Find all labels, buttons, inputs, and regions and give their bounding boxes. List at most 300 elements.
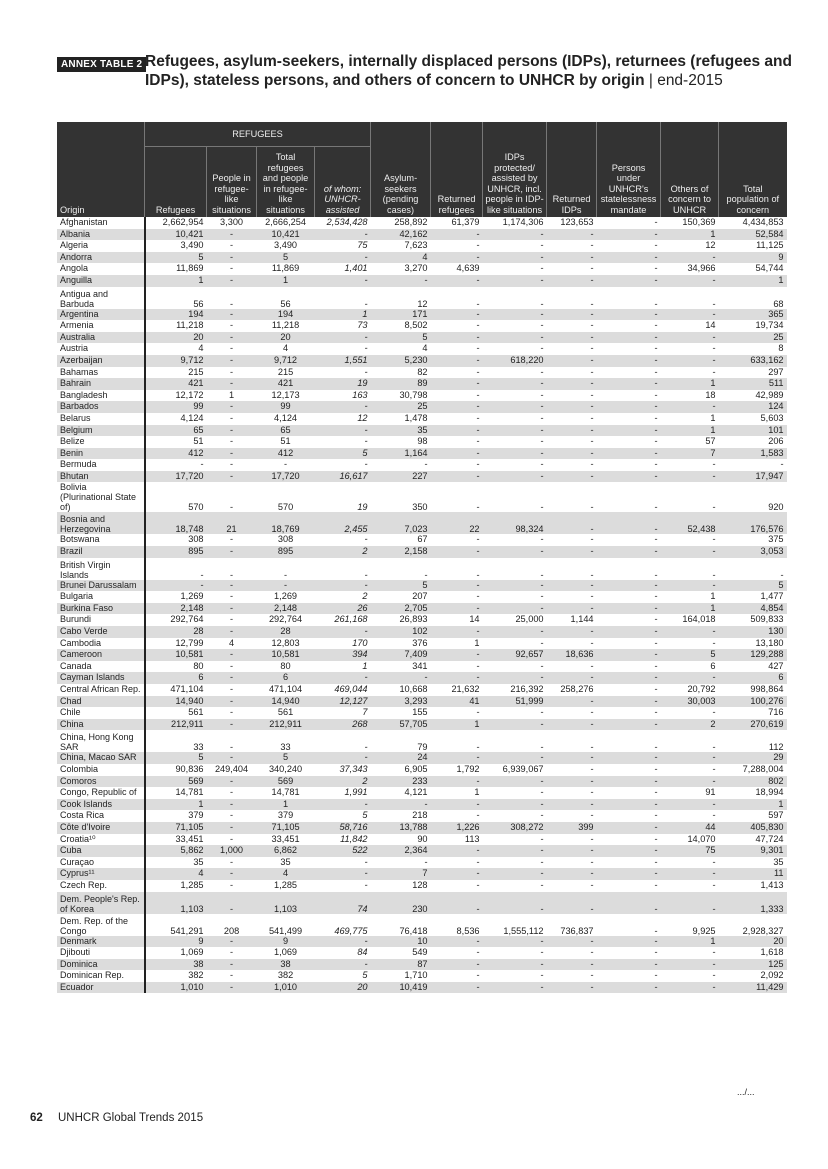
value-cell: - <box>431 936 483 948</box>
value-cell: 292,764 <box>268 614 303 625</box>
value-cell: - <box>540 436 544 447</box>
origin-cell: Chad <box>57 696 145 708</box>
value-cell: - <box>547 355 597 367</box>
value-cell: 51 <box>193 436 204 447</box>
value-cell: 1,401 <box>344 263 368 274</box>
origin-cell: China <box>57 719 145 731</box>
value-cell: 73 <box>357 320 368 331</box>
table-row <box>57 799 787 811</box>
value-cell: - <box>431 626 483 638</box>
value-cell: 25 <box>719 332 787 344</box>
value-cell: - <box>590 707 594 718</box>
value-cell: 7 <box>362 707 368 718</box>
value-cell: - <box>315 425 371 437</box>
value-cell: 18 <box>705 389 716 400</box>
value-cell: - <box>597 799 661 811</box>
value-cell: 1,103 <box>257 892 315 914</box>
value-cell: 12,172 <box>175 389 204 400</box>
col-refugees: Refugees <box>145 147 207 218</box>
value-cell: - <box>207 471 257 483</box>
value-cell: - <box>431 229 483 241</box>
value-cell: 14 <box>705 320 716 331</box>
value-cell: - <box>597 448 661 460</box>
value-cell: - <box>540 970 544 981</box>
value-cell: 28 <box>257 626 315 638</box>
value-cell: 99 <box>257 401 315 413</box>
value-cell: 41 <box>431 696 483 708</box>
value-cell: 8,536 <box>456 925 480 936</box>
value-cell: 1 <box>710 412 716 423</box>
value-cell: - <box>483 603 547 615</box>
value-cell: 61,379 <box>451 217 480 227</box>
value-cell: - <box>547 580 597 592</box>
value-cell: 56 <box>280 298 291 309</box>
value-cell: 42,162 <box>371 229 431 241</box>
value-cell: 76,418 <box>399 925 428 936</box>
value-cell: - <box>207 776 257 788</box>
value-cell: - <box>712 569 716 580</box>
value-cell: - <box>547 229 597 241</box>
value-cell: 379 <box>277 810 294 821</box>
value-cell: 308 <box>277 534 294 545</box>
value-cell: - <box>590 343 594 354</box>
table-row <box>57 287 787 309</box>
origin-cell: Afghanistan <box>57 217 145 229</box>
value-cell: - <box>476 240 480 251</box>
value-cell: 14,940 <box>145 696 207 708</box>
origin-cell: Canada <box>57 661 145 673</box>
value-cell: - <box>476 856 480 867</box>
value-cell: - <box>590 534 594 545</box>
value-cell: - <box>207 649 257 661</box>
value-cell: - <box>661 471 719 483</box>
value-cell: 35 <box>193 856 204 867</box>
value-cell: - <box>661 401 719 413</box>
value-cell: - <box>547 892 597 914</box>
value-cell: 51,999 <box>483 696 547 708</box>
value-cell: - <box>597 252 661 264</box>
value-cell: - <box>654 970 658 981</box>
origin-cell: Costa Rica <box>57 810 145 822</box>
table-row <box>57 229 787 241</box>
table-row <box>57 614 787 626</box>
value-cell: 215 <box>277 366 294 377</box>
value-cell: 6 <box>719 672 787 684</box>
value-cell: - <box>483 448 547 460</box>
value-cell: - <box>661 580 719 592</box>
value-cell: - <box>431 649 483 661</box>
value-cell: 4 <box>198 343 204 354</box>
value-cell: 895 <box>145 546 207 558</box>
value-cell: 18,769 <box>257 512 315 534</box>
value-cell: 1,333 <box>719 892 787 914</box>
value-cell: 4 <box>257 868 315 880</box>
value-cell: 618,220 <box>483 355 547 367</box>
origin-cell: Central African Rep. <box>57 684 145 696</box>
table-row <box>57 707 787 719</box>
table-row <box>57 696 787 708</box>
value-cell: 1 <box>145 275 207 287</box>
value-cell: - <box>476 742 480 753</box>
value-cell: - <box>590 436 594 447</box>
value-cell: - <box>230 534 234 545</box>
value-cell: 5 <box>719 580 787 592</box>
table-row <box>57 240 787 252</box>
value-cell: - <box>597 512 661 534</box>
value-cell: - <box>597 936 661 948</box>
table-row <box>57 982 787 994</box>
table-row <box>57 684 787 696</box>
value-cell: - <box>597 275 661 287</box>
value-cell: 4 <box>145 868 207 880</box>
value-cell: 11,869 <box>176 263 204 274</box>
origin-cell: Dominican Rep. <box>57 970 145 982</box>
col-origin: Origin <box>57 122 145 217</box>
value-cell: - <box>654 389 658 400</box>
value-cell: 68 <box>773 298 784 309</box>
value-cell: - <box>654 856 658 867</box>
value-cell: 469,775 <box>334 925 368 936</box>
value-cell: - <box>476 947 480 958</box>
value-cell: - <box>431 580 483 592</box>
col-idps: IDPs protected/ assisted by UNHCR, incl. people in IDP-like situations <box>483 122 547 217</box>
origin-cell: Barbados <box>57 401 145 413</box>
origin-cell: Dem. Rep. of the Congo <box>57 914 145 936</box>
origin-cell: Dem. People's Rep. of Korea <box>57 892 145 914</box>
value-cell: - <box>476 660 480 671</box>
continued-marker: .../... <box>737 1087 755 1097</box>
value-cell: 6 <box>710 660 716 671</box>
col-returned-refugees: Returned refugees <box>431 122 483 217</box>
value-cell: 20 <box>257 332 315 344</box>
value-cell: - <box>661 309 719 321</box>
table-row <box>57 764 787 776</box>
table-row <box>57 343 787 355</box>
value-cell: 511 <box>719 378 787 390</box>
value-cell: 1,555,112 <box>503 925 544 936</box>
value-cell: - <box>712 856 716 867</box>
table-row <box>57 730 787 752</box>
value-cell: 6 <box>145 672 207 684</box>
value-cell: - <box>230 343 234 354</box>
value-cell: 1 <box>228 389 235 400</box>
value-cell: 12,799 <box>175 637 204 648</box>
value-cell: - <box>207 982 257 994</box>
value-cell: 52,438 <box>661 512 719 534</box>
value-cell: 90,836 <box>175 763 204 774</box>
table-row <box>57 649 787 661</box>
value-cell: 5,230 <box>371 355 431 367</box>
value-cell: 54,744 <box>755 263 784 274</box>
value-cell: - <box>661 776 719 788</box>
value-cell: - <box>547 982 597 994</box>
data-table <box>57 122 787 993</box>
value-cell: 9 <box>145 936 207 948</box>
value-cell: - <box>540 833 544 844</box>
value-cell: - <box>654 660 658 671</box>
value-cell: - <box>364 459 368 470</box>
value-cell: 1,269 <box>180 591 204 602</box>
value-cell: - <box>431 401 483 413</box>
value-cell: - <box>597 672 661 684</box>
value-cell: - <box>476 879 480 890</box>
value-cell: 155 <box>412 707 428 718</box>
value-cell: - <box>661 799 719 811</box>
value-cell: 4,639 <box>456 263 480 274</box>
value-cell: - <box>364 534 368 545</box>
table-row <box>57 332 787 344</box>
value-cell: 80 <box>193 660 204 671</box>
value-cell: 38 <box>257 959 315 971</box>
col-total-population: Total population of concern <box>719 122 787 217</box>
value-cell: - <box>654 810 658 821</box>
value-cell: - <box>483 799 547 811</box>
value-cell: - <box>654 240 658 251</box>
value-cell: - <box>364 298 368 309</box>
value-cell: 1,000 <box>207 845 257 857</box>
value-cell: - <box>597 752 661 764</box>
value-cell: 405,830 <box>719 822 787 834</box>
value-cell: - <box>547 799 597 811</box>
table-row <box>57 512 787 534</box>
value-cell: 28 <box>145 626 207 638</box>
title-subtitle: | end-2015 <box>648 72 723 89</box>
value-cell: 1 <box>257 799 315 811</box>
value-cell: - <box>207 275 257 287</box>
value-cell: 5 <box>145 252 207 264</box>
value-cell: - <box>661 982 719 994</box>
value-cell: - <box>476 970 480 981</box>
origin-cell: Czech Rep. <box>57 880 145 892</box>
value-cell: 509,833 <box>750 614 784 625</box>
col-of-whom-text: of whom: UNHCR-assisted <box>323 183 362 215</box>
value-cell: - <box>597 332 661 344</box>
value-cell: 1 <box>710 591 716 602</box>
table-row <box>57 482 787 512</box>
value-cell: 233 <box>371 776 431 788</box>
value-cell: 79 <box>417 742 428 753</box>
value-cell: - <box>590 389 594 400</box>
value-cell: - <box>315 275 371 287</box>
value-cell: - <box>230 569 234 580</box>
value-cell: 1 <box>474 787 480 798</box>
value-cell: 206 <box>768 436 784 447</box>
value-cell: - <box>654 787 658 798</box>
value-cell: 44 <box>661 822 719 834</box>
value-cell: - <box>207 936 257 948</box>
value-cell: - <box>483 892 547 914</box>
value-cell: - <box>712 459 716 470</box>
value-cell: 4,121 <box>404 787 428 798</box>
value-cell: - <box>540 389 544 400</box>
value-cell: 19,734 <box>755 320 784 331</box>
value-cell: 412 <box>257 448 315 460</box>
value-cell: - <box>597 229 661 241</box>
value-cell: - <box>483 776 547 788</box>
value-cell: 18,636 <box>547 649 597 661</box>
value-cell: 14,781 <box>271 787 300 798</box>
value-cell: - <box>540 879 544 890</box>
value-cell: - <box>661 546 719 558</box>
value-cell: 597 <box>768 810 784 821</box>
table-row <box>57 822 787 834</box>
value-cell: - <box>315 868 371 880</box>
value-cell: - <box>207 425 257 437</box>
value-cell: 561 <box>188 707 204 718</box>
value-cell: 258,276 <box>560 684 594 694</box>
value-cell: 207 <box>412 591 428 602</box>
value-cell: - <box>590 298 594 309</box>
value-cell: 164,018 <box>682 614 716 625</box>
origin-cell: British Virgin Islands <box>57 558 145 580</box>
value-cell: 80 <box>280 660 291 671</box>
value-cell: 736,837 <box>560 925 594 936</box>
value-cell: - <box>597 959 661 971</box>
origin-cell: Antigua and Barbuda <box>57 287 145 309</box>
value-cell: - <box>483 845 547 857</box>
value-cell: - <box>540 366 544 377</box>
value-cell: 71,105 <box>257 822 315 834</box>
value-cell: 11,125 <box>756 240 784 251</box>
value-cell: - <box>590 833 594 844</box>
value-cell: - <box>145 580 207 592</box>
value-cell: - <box>540 240 544 251</box>
value-cell: 1,174,306 <box>502 217 544 227</box>
origin-cell: Burkina Faso <box>57 603 145 615</box>
value-cell: - <box>476 389 480 400</box>
value-cell: - <box>712 366 716 377</box>
value-cell: 382 <box>277 970 294 981</box>
value-cell: - <box>654 263 658 274</box>
value-cell: 2,705 <box>371 603 431 615</box>
value-cell: 1 <box>661 378 719 390</box>
value-cell: - <box>590 240 594 251</box>
value-cell: - <box>547 776 597 788</box>
value-cell: 215 <box>188 366 204 377</box>
value-cell: 716 <box>768 707 784 718</box>
value-cell: - <box>547 672 597 684</box>
value-cell: 33 <box>280 742 291 753</box>
value-cell: - <box>540 591 544 602</box>
value-cell: 5 <box>661 649 719 661</box>
value-cell: 87 <box>371 959 431 971</box>
table-body <box>57 217 787 993</box>
value-cell: 4,854 <box>719 603 787 615</box>
value-cell: 19 <box>315 378 371 390</box>
value-cell: 1,069 <box>274 947 298 958</box>
value-cell: 29 <box>719 752 787 764</box>
table-row <box>57 776 787 788</box>
value-cell: 208 <box>223 925 240 936</box>
value-cell: 56 <box>193 298 204 309</box>
value-cell: - <box>483 982 547 994</box>
value-cell: 1,144 <box>570 614 594 625</box>
value-cell: 268 <box>315 719 371 731</box>
value-cell: 1,477 <box>760 591 784 602</box>
origin-cell: China, Hong Kong SAR <box>57 730 145 752</box>
value-cell: - <box>315 672 371 684</box>
value-cell: - <box>597 546 661 558</box>
col-group-refugees: REFUGEES <box>145 122 371 147</box>
value-cell: 1,226 <box>431 822 483 834</box>
value-cell: - <box>230 320 234 331</box>
value-cell: 11 <box>719 868 787 880</box>
value-cell: 920 <box>768 502 784 513</box>
value-cell: 1 <box>257 275 315 287</box>
title-block <box>57 52 792 89</box>
value-cell: - <box>431 799 483 811</box>
value-cell: 212,911 <box>145 719 207 731</box>
value-cell: - <box>364 856 368 867</box>
value-cell: - <box>590 787 594 798</box>
value-cell: - <box>540 660 544 671</box>
value-cell: - <box>597 626 661 638</box>
value-cell: - <box>654 343 658 354</box>
value-cell: - <box>597 425 661 437</box>
origin-cell: Bolivia (Plurinational State of) <box>57 482 145 512</box>
value-cell: 194 <box>145 309 207 321</box>
value-cell: - <box>230 412 234 423</box>
value-cell: 33,451 <box>175 833 204 844</box>
value-cell: - <box>483 332 547 344</box>
value-cell: - <box>661 752 719 764</box>
value-cell: - <box>476 534 480 545</box>
value-cell: - <box>476 412 480 423</box>
value-cell: 4,124 <box>180 412 204 423</box>
value-cell: - <box>230 970 234 981</box>
value-cell: 216,392 <box>510 684 544 694</box>
value-cell: 2,666,254 <box>265 217 306 227</box>
value-cell: - <box>483 229 547 241</box>
value-cell: 427 <box>768 660 784 671</box>
value-cell: 9,301 <box>719 845 787 857</box>
value-cell: 10,419 <box>371 982 431 994</box>
origin-cell: Argentina <box>57 309 145 321</box>
table-row <box>57 471 787 483</box>
value-cell: 92,657 <box>483 649 547 661</box>
value-cell: - <box>661 355 719 367</box>
value-cell: - <box>540 343 544 354</box>
value-cell: - <box>483 672 547 684</box>
value-cell: 4 <box>228 637 235 648</box>
value-cell: 1 <box>145 799 207 811</box>
value-cell: - <box>483 546 547 558</box>
value-cell: 11,842 <box>340 833 368 844</box>
value-cell: 6,905 <box>404 763 428 774</box>
value-cell: - <box>597 845 661 857</box>
value-cell: - <box>661 275 719 287</box>
value-cell: 6,939,067 <box>502 763 544 774</box>
value-cell: - <box>315 401 371 413</box>
value-cell: 227 <box>371 471 431 483</box>
value-cell: - <box>654 298 658 309</box>
value-cell: - <box>540 459 544 470</box>
value-cell: 42,989 <box>755 389 784 400</box>
origin-cell: Comoros <box>57 776 145 788</box>
value-cell: - <box>207 332 257 344</box>
value-cell: - <box>654 833 658 844</box>
value-cell: - <box>476 298 480 309</box>
origin-cell: Angola <box>57 263 145 275</box>
value-cell: 5 <box>257 752 315 764</box>
value-cell: - <box>661 626 719 638</box>
value-cell: 1 <box>661 229 719 241</box>
origin-cell: Burundi <box>57 614 145 626</box>
value-cell: 399 <box>547 822 597 834</box>
value-cell: - <box>371 275 431 287</box>
value-cell: - <box>364 879 368 890</box>
value-cell: 4 <box>422 343 428 354</box>
